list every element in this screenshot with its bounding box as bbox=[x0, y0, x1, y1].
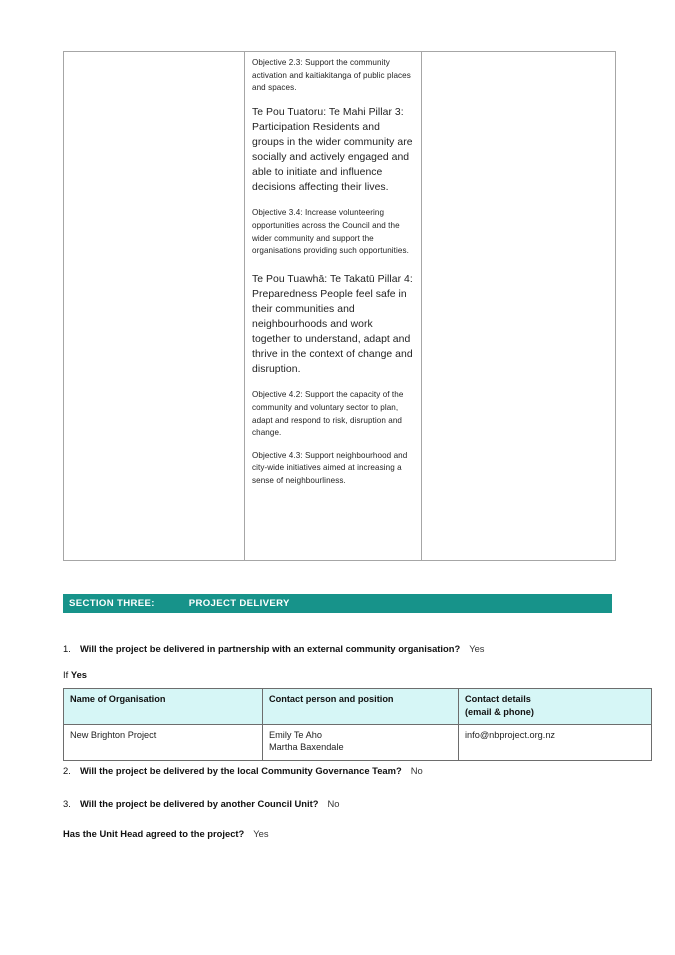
if-yes-prefix: If bbox=[63, 669, 71, 680]
question-unit-head-text: Has the Unit Head agreed to the project? bbox=[63, 828, 245, 839]
objective-2-3-text: Objective 2.3: Support the community activation and kaitiakitanga of public places and spaces. bbox=[252, 58, 411, 93]
section-three-header bbox=[63, 594, 612, 613]
question-2-number: 2. bbox=[63, 765, 71, 776]
contact-person-line1: Emily Te Aho bbox=[269, 729, 322, 740]
question-2-answer: No bbox=[410, 765, 423, 776]
question-2 bbox=[63, 765, 423, 776]
column-header-contact-details-line2: (email & phone) bbox=[465, 706, 534, 717]
column-header-contact-details-line1: Contact details bbox=[465, 694, 531, 704]
if-yes-label bbox=[63, 669, 87, 680]
question-unit-head-answer: Yes bbox=[253, 828, 269, 839]
cell-contact-details: info@nbproject.org.nz bbox=[459, 724, 652, 760]
question-3-answer: No bbox=[327, 798, 340, 809]
section-label: SECTION THREE: bbox=[69, 598, 155, 609]
question-3-number: 3. bbox=[63, 798, 71, 809]
question-1-number: 1. bbox=[63, 643, 71, 654]
objective-4-3-text: Objective 4.3: Support neighbourhood and city-wide initiatives aimed at increasing a sense of neighbourliness. bbox=[252, 450, 408, 485]
column-header-contact-person: Contact person and position bbox=[263, 689, 459, 725]
pillars-cell-left-empty bbox=[64, 52, 245, 561]
question-3-text: Will the project be delivered by another Council Unit? bbox=[80, 798, 319, 809]
question-unit-head bbox=[63, 828, 269, 839]
question-3 bbox=[63, 798, 339, 809]
table-header-row bbox=[64, 689, 652, 725]
cell-organisation-name: New Brighton Project bbox=[64, 724, 263, 760]
contact-person-line2: Martha Baxendale bbox=[269, 742, 344, 753]
pillar-3-text: Te Pou Tuatoru: Te Mahi Pillar 3: Participation Residents and groups in the wider community are socially and actively engaged and able to initiate and influence decisions affecting their lives. bbox=[252, 106, 413, 194]
section-title: PROJECT DELIVERY bbox=[188, 598, 290, 609]
table-row bbox=[64, 52, 616, 561]
objective-4-2-text: Objective 4.2: Support the capacity of the community and voluntary sector to plan, adapt and respond to risk, disruption and change. bbox=[252, 390, 404, 438]
question-2-text: Will the project be delivered by the local Community Governance Team? bbox=[80, 765, 402, 776]
pillars-cell-right-empty bbox=[422, 52, 616, 561]
question-1-text: Will the project be delivered in partnership with an external community organisation? bbox=[80, 643, 461, 654]
pillars-objectives-table bbox=[63, 51, 616, 561]
pillar-4-text: Te Pou Tuawhā: Te Takatū Pillar 4: Preparedness People feel safe in their communities and neighbourhoods and work together to understand, adapt and thrive in the context of change and disruption. bbox=[252, 273, 413, 376]
cell-contact-person bbox=[263, 724, 459, 760]
objective-3-4-text: Objective 3.4: Increase volunteering opportunities across the Council and the wider community and support the organisations providing such opportunities. bbox=[252, 208, 409, 256]
table-row bbox=[64, 724, 652, 760]
column-header-contact-details bbox=[459, 689, 652, 725]
question-1-answer: Yes bbox=[469, 643, 485, 654]
question-1 bbox=[63, 643, 485, 654]
partner-organisation-table bbox=[63, 688, 652, 761]
pillars-cell-objectives bbox=[245, 52, 422, 561]
column-header-organisation: Name of Organisation bbox=[64, 689, 263, 725]
if-yes-bold: Yes bbox=[70, 669, 87, 680]
